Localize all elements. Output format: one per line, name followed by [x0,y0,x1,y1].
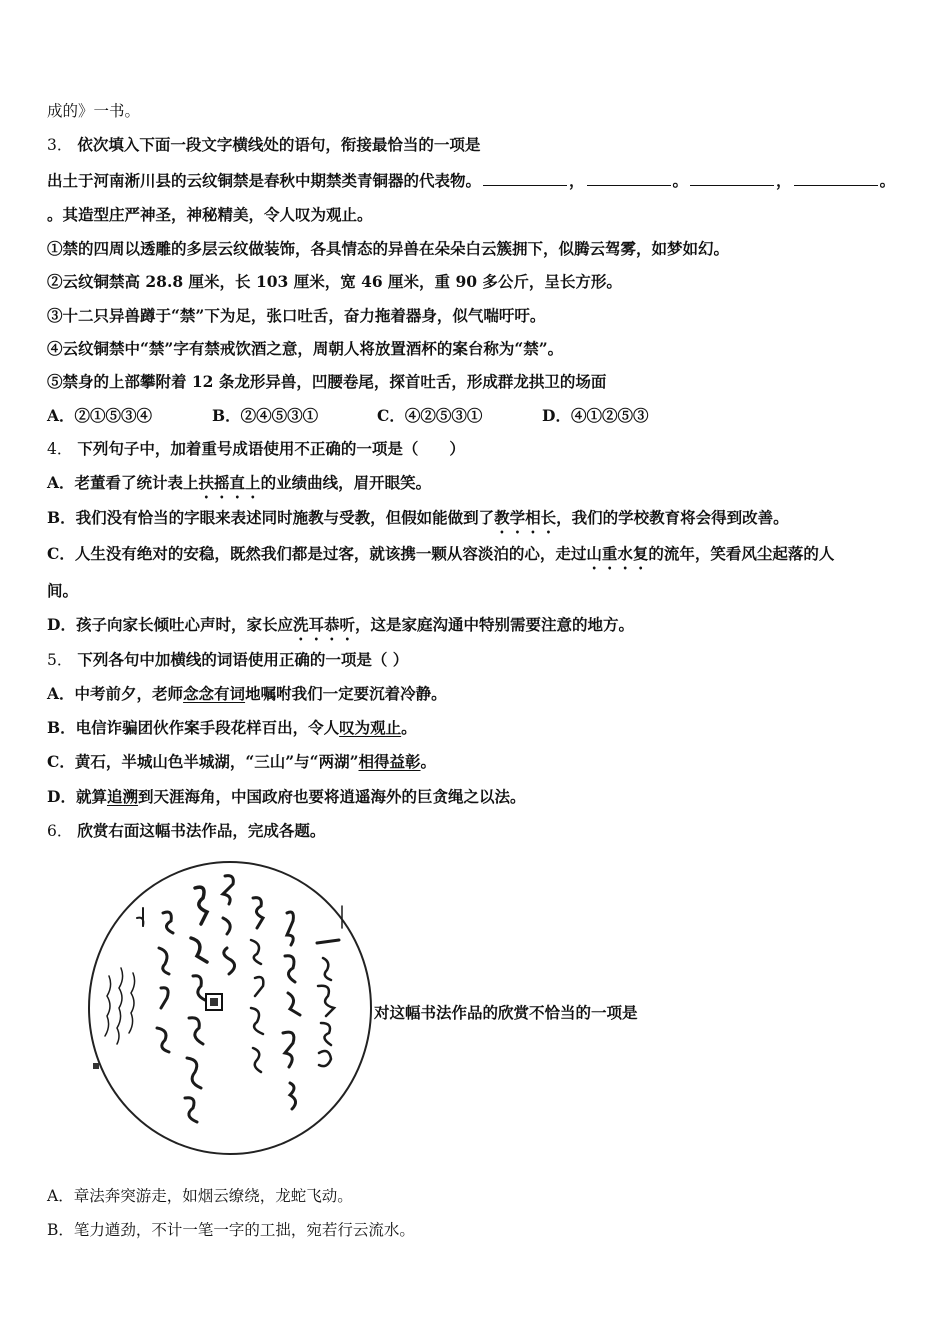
question-3-passage-cont: 。其造型庄严神圣，神秘精美，令人叹为观止。 [47,205,373,224]
question-4-option-d[interactable]: D．孩子向家长倾吐心声时，家长应洗耳恭听，这是家庭沟通中特别需要注意的地方。 [47,615,634,634]
fill-blank [690,170,774,186]
question-3-passage: 出土于河南淅川县的云纹铜禁是春秋中期禁类青铜器的代表物。 ， 。 ， 。 [47,171,896,190]
question-5-option-d[interactable]: D．就算追溯到天涯海角，中国政府也要将逍遥海外的巨贪绳之以法。 [47,787,526,806]
question-6-stem: 6． 欣赏右面这幅书法作品，完成各题。 [47,821,326,840]
text-line: 成的》一书。 [47,102,141,120]
question-6-option-a[interactable]: A．章法奔突游走，如烟云缭绕，龙蛇飞动。 [47,1187,353,1205]
question-3-stem: 3． 依次填入下面一段文字横线处的语句，衔接最恰当的一项是 [47,135,481,154]
question-6-caption: 对这幅书法作品的欣赏不恰当的一项是 [374,1003,638,1022]
question-5-option-a[interactable]: A．中考前夕，老师念念有词地嘱咐我们一定要沉着冷静。 [47,684,447,703]
option-c[interactable]: C．④②⑤③① [377,406,483,425]
sentence-4: ④云纹铜禁中“禁”字有禁戒饮酒之意，周朝人将放置酒杯的案台称为“禁”。 [47,339,564,358]
question-4-option-b[interactable]: B．我们没有恰当的字眼来表述同时施教与受教，但假如能做到了教学相长，我们的学校教育将会得到改善。 [47,508,789,527]
question-5-stem: 5． 下列各句中加横线的词语使用正确的一项是（ ） [47,650,409,669]
sentence-1: ①禁的四周以透雕的多层云纹做装饰，各具情态的异兽在朵朵白云簇拥下，似腾云驾雾，如梦如幻。 [47,239,730,258]
question-3-options [47,406,648,426]
option-b[interactable]: B．②④⑤③① [212,406,319,425]
fill-blank [587,170,671,186]
question-4-option-a[interactable]: A．老董看了统计表上扶摇直上的业绩曲线，眉开眼笑。 [47,473,432,492]
question-5-option-b[interactable]: B．电信诈骗团伙作案手段花样百出，令人叹为观止。 [47,718,417,737]
sentence-5: ⑤禁身的上部攀附着 12 条龙形异兽，凹腰卷尾，探首吐舌，形成群龙拱卫的场面 [47,372,607,391]
calligraphy-artwork [85,858,375,1158]
question-4-stem: 4． 下列句子中，加着重号成语使用不正确的一项是（ ） [47,439,465,458]
option-d[interactable]: D．④①②⑤③ [542,406,649,425]
sentence-2: ②云纹铜禁高 28.8 厘米，长 103 厘米，宽 46 厘米，重 90 多公斤，呈长方形。 [47,272,622,291]
option-a[interactable]: A．②①⑤③④ [47,406,153,425]
fill-blank [794,170,878,186]
calligraphy-image [85,858,375,1158]
question-6-option-b[interactable]: B．笔力遒劲，不计一笔一字的工拙，宛若行云流水。 [47,1221,415,1239]
question-4-option-c-cont: 间。 [47,581,79,600]
sentence-3: ③十二只异兽蹲于“禁”下为足，张口吐舌，奋力拖着器身，似气喘吁吁。 [47,306,546,325]
question-5-option-c[interactable]: C．黄石，半城山色半城湖，“三山”与“两湖”相得益彰。 [47,752,437,771]
question-4-option-c[interactable]: C．人生没有绝对的安稳，既然我们都是过客，就该携一颗从容淡泊的心，走过山重水复的流年，笑看风尘起落的人 [47,544,835,563]
fill-blank [483,170,567,186]
